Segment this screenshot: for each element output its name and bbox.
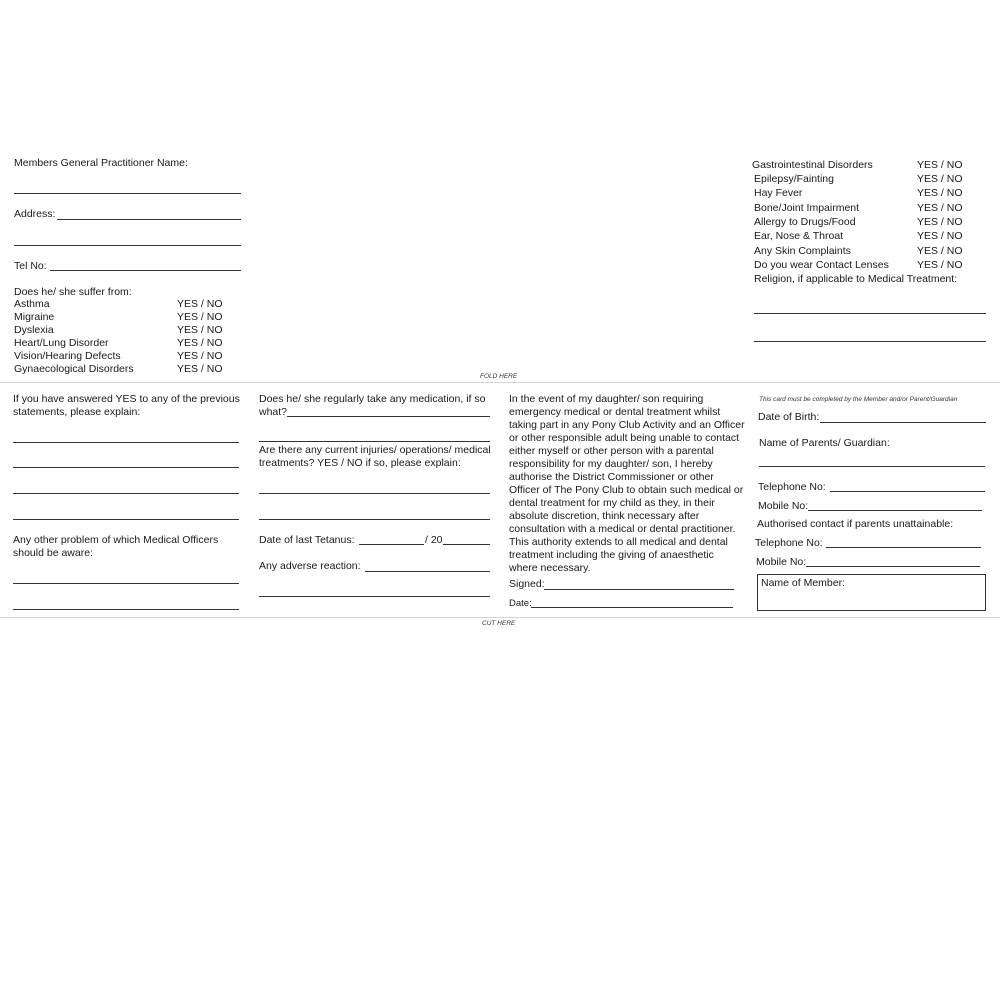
condition-item-hay-fever: Hay Fever <box>754 187 803 199</box>
parents-field[interactable] <box>759 466 985 467</box>
member-name-label: Name of Member: <box>761 577 846 589</box>
injuries-field-1[interactable] <box>259 493 490 494</box>
condition-item-contact-lenses: Do you wear Contact Lenses <box>754 259 889 271</box>
explain-field-1[interactable] <box>13 442 239 443</box>
member-name-box[interactable] <box>757 574 986 611</box>
explain-field-4[interactable] <box>13 519 239 520</box>
explain-field-2[interactable] <box>13 467 239 468</box>
suffer-answer-asthma[interactable]: YES / NO <box>177 298 223 310</box>
suffer-item-migraine: Migraine <box>14 311 55 323</box>
medication-field-1[interactable] <box>287 416 490 417</box>
injuries-field-2[interactable] <box>259 519 490 520</box>
cut-line <box>0 617 1000 618</box>
date-field[interactable] <box>531 607 733 608</box>
telephone-label: Telephone No: <box>758 481 826 493</box>
condition-item-bone-joint: Bone/Joint Impairment <box>754 202 860 214</box>
suffer-item-gynaecological: Gynaecological Disorders <box>14 363 134 375</box>
gp-address-label: Address: <box>14 208 56 220</box>
explain-label: If you have answered YES to any of the previous statements, please explain: <box>13 393 240 418</box>
other-problem-label: Any other problem of which Medical Officers should be aware: <box>13 534 219 559</box>
telephone2-label: Telephone No: <box>755 537 823 549</box>
injuries-label: Are there any current injuries/ operations/ medical treatments? YES / NO if so, please explain: <box>259 444 491 469</box>
adverse-reaction-label: Any adverse reaction: <box>259 560 361 572</box>
religion-field-2[interactable] <box>754 341 986 342</box>
condition-item-ent: Ear, Nose & Throat <box>754 230 844 242</box>
telephone2-field[interactable] <box>826 547 981 548</box>
gp-tel-label: Tel No: <box>14 260 47 272</box>
suffer-item-vision-hearing: Vision/Hearing Defects <box>14 350 121 362</box>
fold-line <box>0 382 1000 383</box>
religion-field[interactable] <box>754 313 986 314</box>
signed-field[interactable] <box>544 589 734 590</box>
gp-name-field[interactable] <box>14 193 241 194</box>
suffer-answer-vision-hearing[interactable]: YES / NO <box>177 350 223 362</box>
suffer-item-heart-lung: Heart/Lung Disorder <box>14 337 109 349</box>
condition-answer-bone-joint[interactable]: YES / NO <box>917 202 963 214</box>
gp-name-label: Members General Practitioner Name: <box>14 157 188 169</box>
tetanus-year-label: / 20 <box>425 534 443 546</box>
fold-here-label: FOLD HERE <box>480 373 518 380</box>
condition-answer-ent[interactable]: YES / NO <box>917 230 963 242</box>
other-problem-field-1[interactable] <box>13 583 239 584</box>
gp-address-field-2[interactable] <box>14 245 241 246</box>
other-problem-field-2[interactable] <box>13 609 239 610</box>
condition-answer-allergy[interactable]: YES / NO <box>917 216 963 228</box>
dob-field[interactable] <box>820 422 986 423</box>
mobile2-field[interactable] <box>806 566 980 567</box>
cut-here-label: CUT HERE <box>482 620 516 627</box>
condition-item-skin: Any Skin Complaints <box>754 245 851 257</box>
suffer-answer-migraine[interactable]: YES / NO <box>177 311 223 323</box>
gp-tel-field[interactable] <box>50 270 241 271</box>
suffer-item-dyslexia: Dyslexia <box>14 324 54 336</box>
condition-item-gastrointestinal: Gastrointestinal Disorders <box>752 159 873 171</box>
condition-answer-contact-lenses[interactable]: YES / NO <box>917 259 963 271</box>
completion-note: This card must be completed by the Member and/or Parent/Guardian <box>759 396 958 403</box>
dob-label: Date of Birth: <box>758 411 820 423</box>
condition-answer-gastrointestinal[interactable]: YES / NO <box>917 159 963 171</box>
mobile-field[interactable] <box>808 510 982 511</box>
suffer-answer-gynaecological[interactable]: YES / NO <box>177 363 223 375</box>
parents-label: Name of Parents/ Guardian: <box>759 437 890 449</box>
condition-answer-hay-fever[interactable]: YES / NO <box>917 187 963 199</box>
medication-field-2[interactable] <box>259 441 490 442</box>
mobile2-label: Mobile No: <box>756 556 807 568</box>
tetanus-date-field[interactable] <box>359 544 424 545</box>
suffer-answer-heart-lung[interactable]: YES / NO <box>177 337 223 349</box>
adverse-reaction-field-2[interactable] <box>259 596 490 597</box>
tetanus-label: Date of last Tetanus: <box>259 534 355 546</box>
condition-item-allergy: Allergy to Drugs/Food <box>754 216 856 228</box>
adverse-reaction-field-1[interactable] <box>365 571 490 572</box>
religion-label: Religion, if applicable to Medical Treatment: <box>754 273 958 285</box>
explain-field-3[interactable] <box>13 493 239 494</box>
suffer-item-asthma: Asthma <box>14 298 50 310</box>
medication-label: Does he/ she regularly take any medication, if so what? <box>259 393 486 418</box>
tetanus-year-field[interactable] <box>443 544 490 545</box>
signed-label: Signed: <box>509 578 545 590</box>
suffer-heading: Does he/ she suffer from: <box>14 286 132 298</box>
date-label: Date: <box>509 598 532 609</box>
condition-answer-epilepsy[interactable]: YES / NO <box>917 173 963 185</box>
condition-item-epilepsy: Epilepsy/Fainting <box>754 173 834 185</box>
authorised-contact-label: Authorised contact if parents unattainable: <box>757 518 954 530</box>
gp-address-field[interactable] <box>57 219 241 220</box>
condition-answer-skin[interactable]: YES / NO <box>917 245 963 257</box>
authority-text: In the event of my daughter/ son requiring emergency medical or dental treatment whilst taking part in any Pony Club Activity and an Officer or other responsible adult being unable to contact either myself or other person with a parental responsibility for my daughter/ son, I hereby authorise the District Commissioner or other Officer of The Pony Club to obtain such medical or dental treatment for my child as they, in their absolute discretion, think necessary after consultation with a medical or dental practitioner. This authority extends to all medical and dental treatment including the giving of anaesthetic where necessary. <box>509 393 745 574</box>
mobile-label: Mobile No: <box>758 500 809 512</box>
telephone-field[interactable] <box>830 491 985 492</box>
suffer-answer-dyslexia[interactable]: YES / NO <box>177 324 223 336</box>
